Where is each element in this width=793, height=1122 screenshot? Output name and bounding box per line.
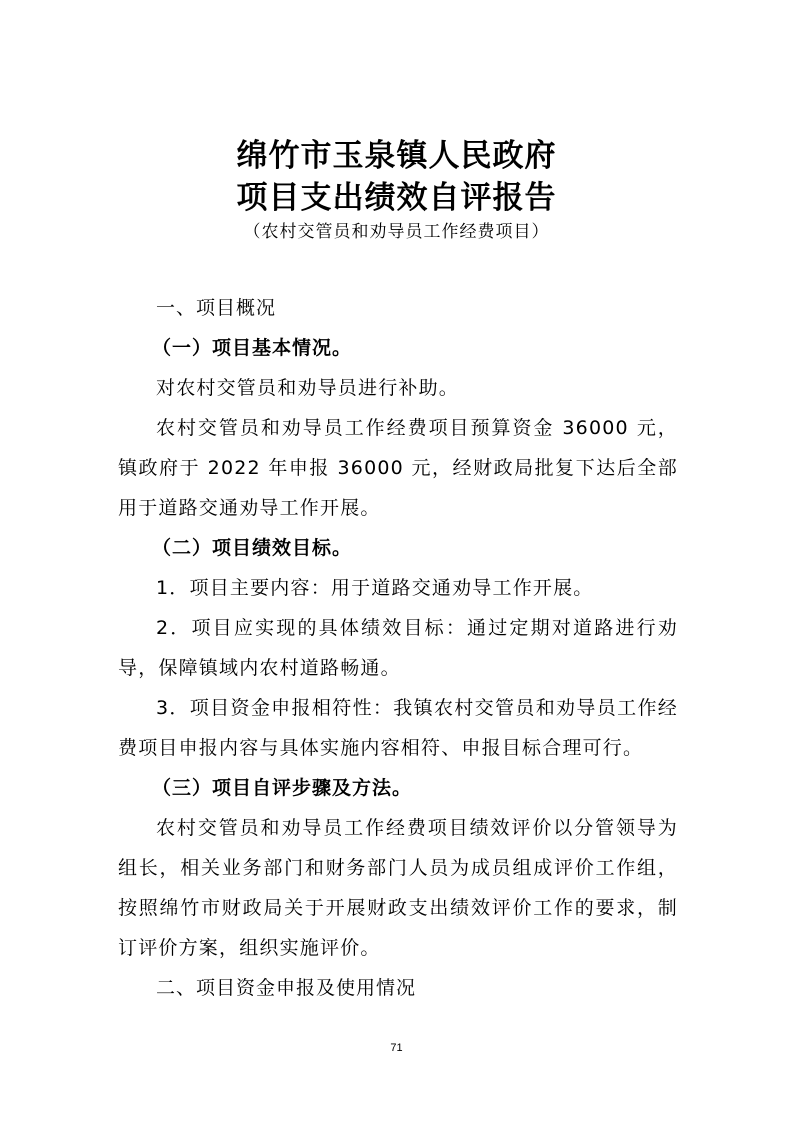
list-item: 3．项目资金申报相符性：我镇农村交管员和劝导员工作经费项目申报内容与具体实施内容相符、申报目标合理可行。 xyxy=(118,697,678,759)
subsection-heading-basic-info: （一）项目基本情况。 xyxy=(152,337,353,359)
list-item: 2．项目应实现的具体绩效目标：通过定期对道路进行劝导，保障镇域内农村道路畅通。 xyxy=(118,617,678,679)
paragraph: 农村交管员和劝导员工作经费项目绩效评价以分管领导为组长，相关业务部门和财务部门人员为成员组成评价工作组，按照绵竹市财政局关于开展财政支出绩效评价工作的要求，制订评价方案，组织实施评价。 xyxy=(118,817,678,959)
list-item: 1．项目主要内容：用于道路交通劝导工作开展。 xyxy=(156,577,594,599)
paragraph: 农村交管员和劝导员工作经费项目预算资金 36000 元，镇政府于 2022 年申报 36000 元，经财政局批复下达后全部用于道路交通劝导工作开展。 xyxy=(118,417,678,519)
page-number: 71 xyxy=(390,1042,403,1054)
report-subtitle: （农村交管员和劝导员工作经费项目） xyxy=(243,222,550,242)
report-body xyxy=(118,288,678,1008)
section-heading-overview: 一、项目概况 xyxy=(156,297,277,319)
paragraph: 对农村交管员和劝导员进行补助。 xyxy=(156,377,460,399)
section-heading-funding: 二、项目资金申报及使用情况 xyxy=(156,977,417,999)
report-title-line1: 绵竹市玉泉镇人民政府 xyxy=(236,138,557,174)
report-title-line2: 项目支出绩效自评报告 xyxy=(236,180,557,216)
subsection-heading-performance-goals: （二）项目绩效目标。 xyxy=(152,537,353,559)
subsection-heading-evaluation-method: （三）项目自评步骤及方法。 xyxy=(152,777,413,799)
